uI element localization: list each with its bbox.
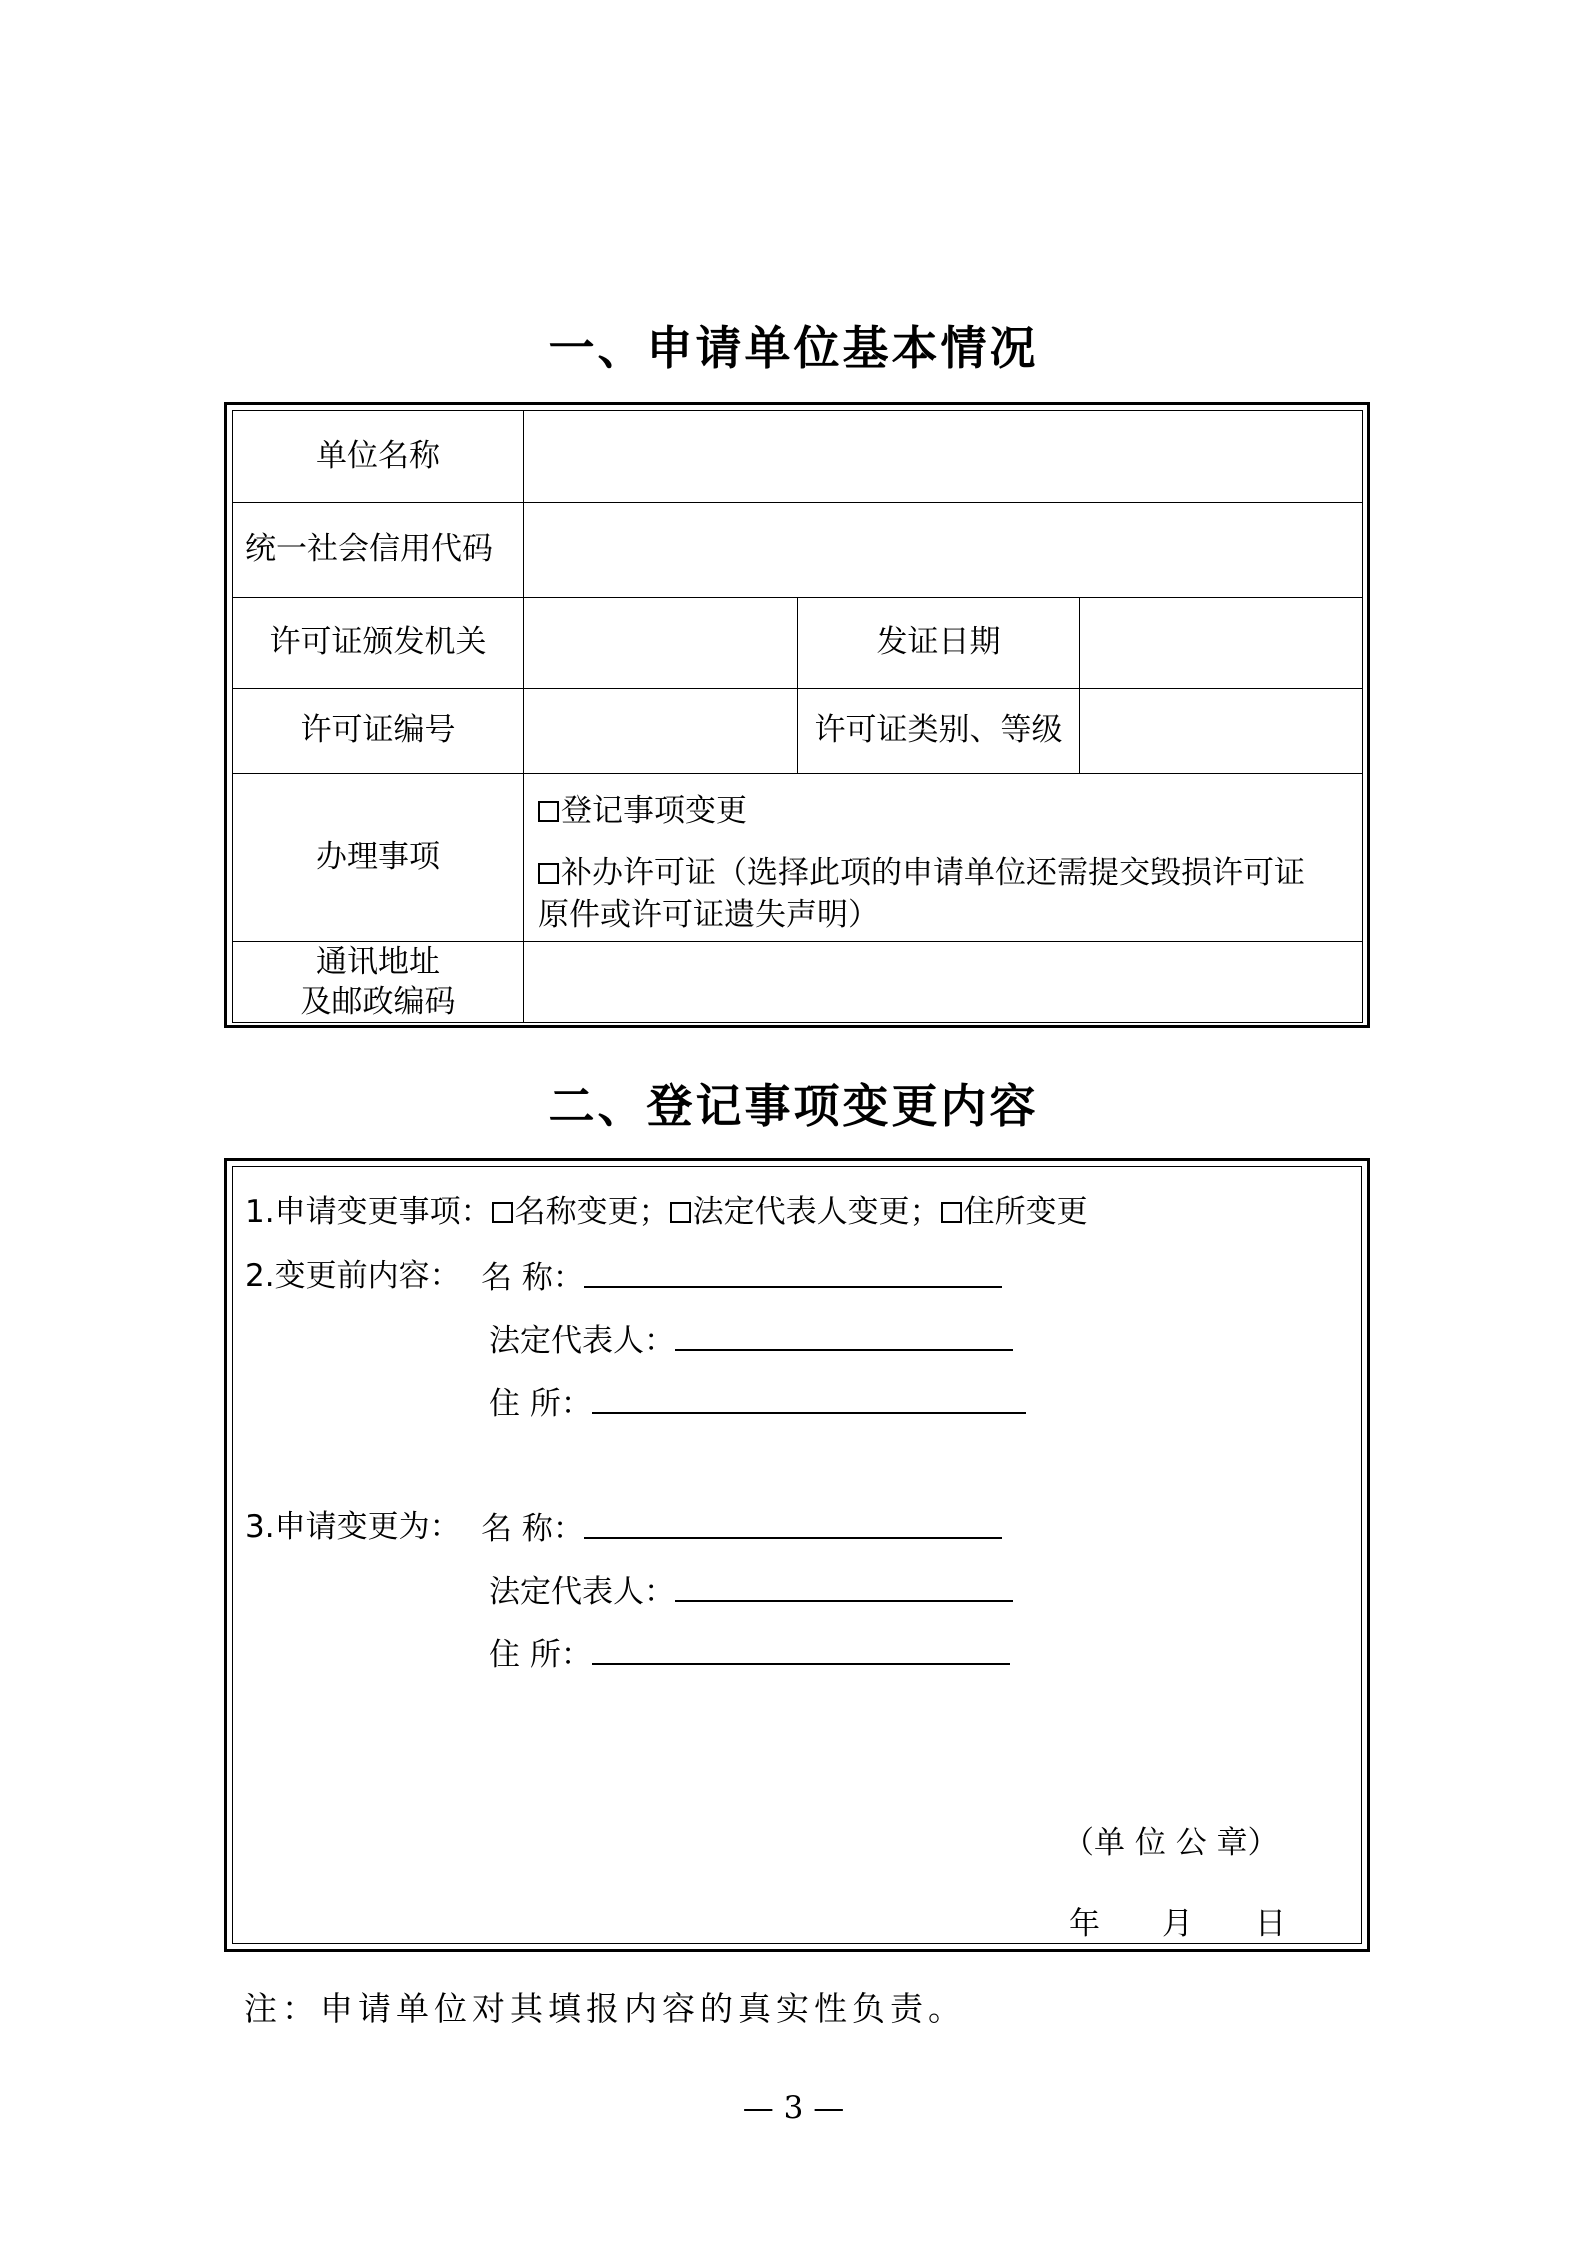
after-name-label: 名 称： bbox=[481, 1511, 584, 1547]
address-label-line2: 及邮政编码 bbox=[300, 984, 456, 1020]
row-credit-code bbox=[233, 503, 1363, 598]
matter-option-2[interactable] bbox=[538, 852, 1352, 894]
row-issuing-authority bbox=[233, 598, 1363, 689]
license-category-field[interactable] bbox=[1080, 689, 1363, 774]
after-legal-rep-row bbox=[489, 1570, 1013, 1612]
row-address bbox=[233, 942, 1363, 1023]
after-name-row bbox=[481, 1507, 1002, 1549]
page-number: — 3 — bbox=[742, 2090, 845, 2126]
matter-option-1-label: 登记事项变更 bbox=[561, 793, 747, 829]
section2-title: 二、登记事项变更内容 bbox=[548, 1079, 1039, 1133]
issue-date-label: 发证日期 bbox=[798, 598, 1080, 689]
item1-line bbox=[245, 1192, 1088, 1232]
checkbox-icon[interactable] bbox=[941, 1202, 962, 1223]
item1-option-address: 住所变更 bbox=[963, 1194, 1088, 1230]
item1-option-name: 名称变更； bbox=[514, 1194, 670, 1230]
address-label bbox=[233, 942, 524, 1023]
after-address-label: 住 所： bbox=[489, 1637, 592, 1673]
before-address-label: 住 所： bbox=[489, 1386, 592, 1422]
basic-info-table bbox=[232, 410, 1363, 1023]
issuing-authority-field[interactable] bbox=[524, 598, 798, 689]
after-legal-rep-label: 法定代表人： bbox=[489, 1574, 675, 1610]
credit-code-label: 统一社会信用代码 bbox=[233, 503, 524, 598]
license-no-field[interactable] bbox=[524, 689, 798, 774]
checkbox-icon[interactable] bbox=[670, 1202, 691, 1223]
before-legal-rep-field[interactable] bbox=[675, 1319, 1013, 1351]
before-legal-rep-label: 法定代表人： bbox=[489, 1323, 675, 1359]
after-legal-rep-field[interactable] bbox=[675, 1570, 1013, 1602]
issuing-authority-label: 许可证颁发机关 bbox=[233, 598, 524, 689]
date-line: 年 月 日 bbox=[1069, 1906, 1286, 1942]
checkbox-icon[interactable] bbox=[538, 863, 559, 884]
checkbox-icon[interactable] bbox=[492, 1202, 513, 1223]
matter-option-2-label-line2: 原件或许可证遗失声明） bbox=[538, 897, 879, 933]
row-matters bbox=[233, 774, 1363, 942]
item3-prefix: 3.申请变更为： bbox=[245, 1509, 461, 1545]
before-address-row bbox=[489, 1382, 1026, 1424]
address-field[interactable] bbox=[524, 942, 1363, 1023]
after-address-row bbox=[489, 1633, 1010, 1675]
before-name-row bbox=[481, 1256, 1002, 1298]
address-label-line1: 通讯地址 bbox=[316, 944, 440, 980]
section1-title: 一、申请单位基本情况 bbox=[548, 321, 1039, 375]
change-content-frame bbox=[224, 1158, 1370, 1952]
before-name-label: 名 称： bbox=[481, 1260, 584, 1296]
basic-info-table-frame bbox=[224, 402, 1370, 1028]
matters-options bbox=[524, 774, 1363, 942]
matter-option-2-label-line1: 补办许可证（选择此项的申请单位还需提交毁损许可证 bbox=[561, 855, 1305, 891]
item1-prefix: 1.申请变更事项： bbox=[245, 1194, 492, 1230]
before-address-field[interactable] bbox=[592, 1382, 1026, 1414]
footnote: 注：申请单位对其填报内容的真实性负责。 bbox=[244, 1989, 966, 2028]
license-no-label: 许可证编号 bbox=[233, 689, 524, 774]
license-category-label: 许可证类别、等级 bbox=[798, 689, 1080, 774]
after-address-field[interactable] bbox=[592, 1633, 1010, 1665]
change-content-box bbox=[232, 1166, 1362, 1944]
matters-label: 办理事项 bbox=[233, 774, 524, 942]
matter-option-1[interactable] bbox=[538, 790, 1352, 832]
unit-seal: （单 位 公 章） bbox=[1063, 1825, 1279, 1861]
issue-date-field[interactable] bbox=[1080, 598, 1363, 689]
item2-prefix: 2.变更前内容： bbox=[245, 1258, 461, 1294]
item1-option-legal-rep: 法定代表人变更； bbox=[692, 1194, 941, 1230]
credit-code-field[interactable] bbox=[524, 503, 1363, 598]
before-legal-rep-row bbox=[489, 1319, 1013, 1361]
before-name-field[interactable] bbox=[584, 1256, 1002, 1288]
checkbox-icon[interactable] bbox=[538, 801, 559, 822]
unit-name-label: 单位名称 bbox=[233, 411, 524, 503]
unit-name-field[interactable] bbox=[524, 411, 1363, 503]
row-unit-name bbox=[233, 411, 1363, 503]
after-name-field[interactable] bbox=[584, 1507, 1002, 1539]
row-license-no bbox=[233, 689, 1363, 774]
